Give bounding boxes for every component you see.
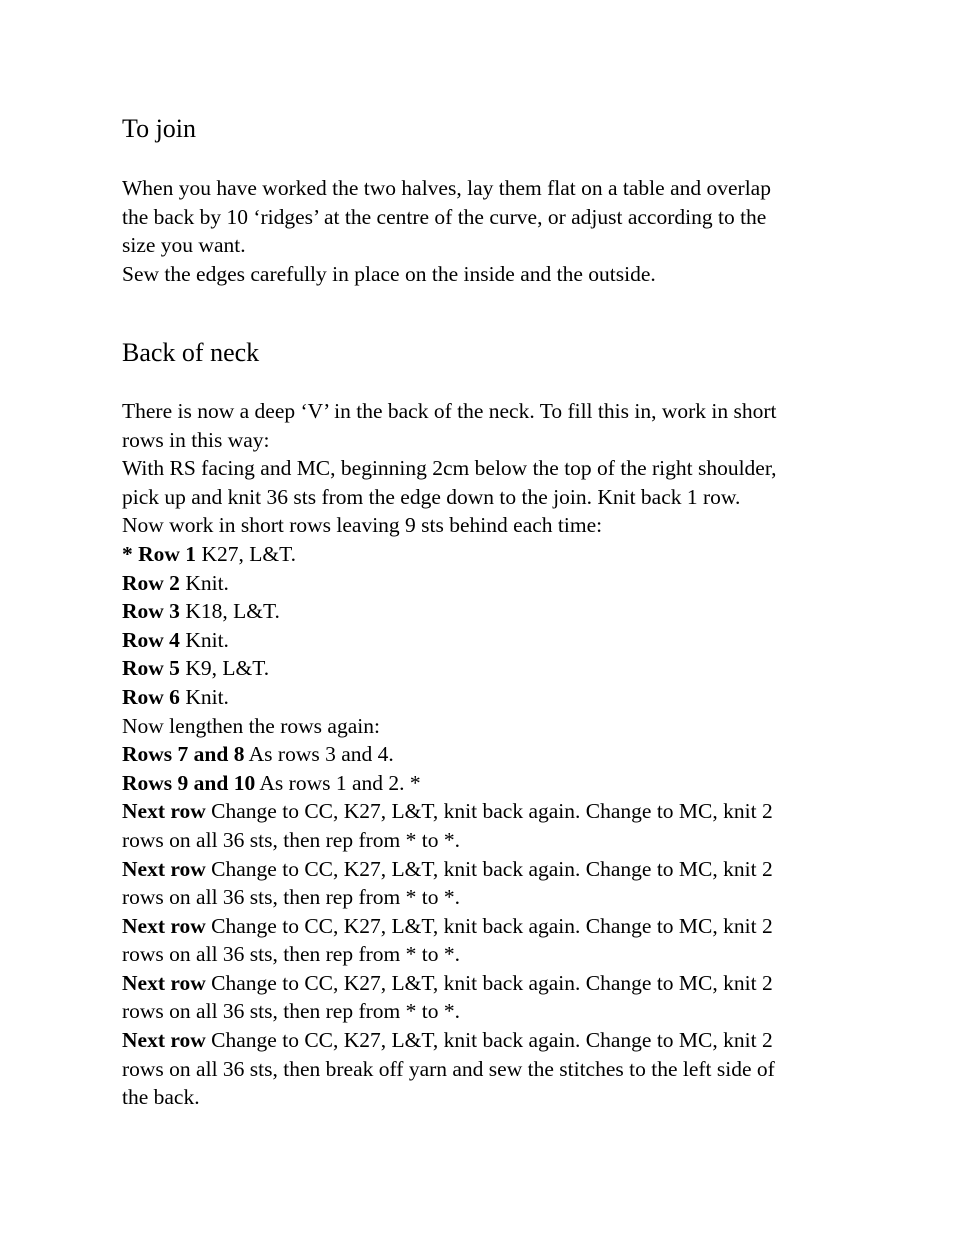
intro-line: Now work in short rows leaving 9 sts behind each time:	[122, 513, 603, 538]
row-label: Next row	[122, 1028, 206, 1053]
row-text: Knit.	[179, 570, 229, 595]
text-line: the back by 10 ‘ridges’ at the centre of the curve, or adjust according to the	[122, 204, 767, 229]
row-text: Change to CC, K27, L&T, knit back again. Change to MC, knit 2	[205, 856, 773, 881]
text-line: When you have worked the two halves, lay them flat on a table and overlap	[122, 176, 771, 200]
row-label: Row 3	[122, 599, 180, 624]
intro-line: pick up and knit 36 sts from the edge down to the join. Knit back 1 row.	[122, 484, 741, 509]
row-instruction	[122, 597, 852, 626]
next-row-instruction	[122, 797, 852, 826]
row-instruction	[122, 654, 852, 683]
row-label: Next row	[122, 913, 206, 938]
row-instruction	[122, 626, 852, 655]
to-join-paragraph	[122, 174, 852, 288]
intro-line: rows in this way:	[122, 427, 270, 452]
next-row-continuation: rows on all 36 sts, then rep from * to *.	[122, 999, 460, 1024]
final-row-continuation: the back.	[122, 1085, 200, 1110]
back-of-neck-instructions	[122, 397, 852, 1112]
row-text: Knit.	[179, 684, 229, 709]
row-instruction	[122, 740, 852, 769]
row-label: Next row	[122, 799, 206, 824]
next-row-instruction	[122, 969, 852, 998]
row-label: Rows 9 and 10	[122, 770, 256, 795]
row-label: Next row	[122, 970, 206, 995]
row-text: K18, L&T.	[179, 599, 280, 624]
row-text: K9, L&T.	[179, 656, 270, 681]
row-text: As rows 1 and 2. *	[255, 770, 421, 795]
section-heading-back-of-neck: Back of neck	[122, 338, 260, 367]
next-row-instruction	[122, 912, 852, 941]
row-instruction	[122, 769, 852, 798]
row-label: Row 4	[122, 627, 180, 652]
lengthen-line: Now lengthen the rows again:	[122, 713, 380, 738]
row-text: Knit.	[179, 627, 229, 652]
row-text: Change to CC, K27, L&T, knit back again. Change to MC, knit 2	[205, 970, 773, 995]
row-instruction	[122, 540, 852, 569]
next-row-instruction	[122, 855, 852, 884]
final-row-continuation: rows on all 36 sts, then break off yarn and sew the stitches to the left side of	[122, 1056, 775, 1081]
next-row-continuation: rows on all 36 sts, then rep from * to *.	[122, 827, 460, 852]
section-heading-to-join: To join	[122, 114, 197, 143]
next-row-continuation: rows on all 36 sts, then rep from * to *.	[122, 885, 460, 910]
row-label: Row 5	[122, 656, 180, 681]
row-text: As rows 3 and 4.	[244, 742, 394, 767]
row-label: * Row 1	[122, 541, 197, 566]
row-instruction	[122, 683, 852, 712]
row-text: K27, L&T.	[196, 541, 296, 566]
intro-line: With RS facing and MC, beginning 2cm below the top of the right shoulder,	[122, 456, 777, 481]
final-row-instruction	[122, 1026, 852, 1055]
text-line: size you want.	[122, 233, 246, 258]
row-text: Change to CC, K27, L&T, knit back again. Change to MC, knit 2	[205, 799, 773, 824]
row-label: Row 6	[122, 684, 180, 709]
row-instruction	[122, 569, 852, 598]
intro-line: There is now a deep ‘V’ in the back of the neck. To fill this in, work in short	[122, 399, 777, 423]
row-text: Change to CC, K27, L&T, knit back again. Change to MC, knit 2	[205, 1028, 773, 1053]
row-label: Row 2	[122, 570, 180, 595]
text-line: Sew the edges carefully in place on the inside and the outside.	[122, 261, 656, 286]
next-row-continuation: rows on all 36 sts, then rep from * to *.	[122, 942, 460, 967]
row-label: Next row	[122, 856, 206, 881]
row-label: Rows 7 and 8	[122, 742, 245, 767]
row-text: Change to CC, K27, L&T, knit back again. Change to MC, knit 2	[205, 913, 773, 938]
